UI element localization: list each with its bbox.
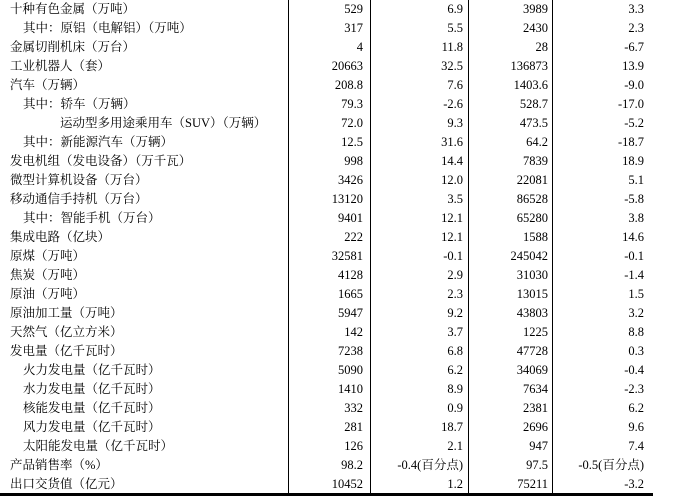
cumulative-value: 13015 xyxy=(469,285,553,304)
cumulative-value: 86528 xyxy=(469,190,553,209)
period-growth: 14.4 xyxy=(371,152,469,171)
cumulative-value: 3989 xyxy=(469,0,553,19)
cumulative-growth: -6.7 xyxy=(624,40,644,54)
cumulative-growth: -9.0 xyxy=(624,78,644,92)
period-value: 4128 xyxy=(289,266,371,285)
cumulative-growth: 3.2 xyxy=(628,306,644,320)
cumulative-growth: 13.9 xyxy=(622,59,644,73)
period-growth: 31.6 xyxy=(371,133,469,152)
period-value: 10452 xyxy=(289,475,371,494)
period-value: 13120 xyxy=(289,190,371,209)
period-value: 9401 xyxy=(289,209,371,228)
cumulative-growth: -2.3 xyxy=(624,382,644,396)
cumulative-value: 1588 xyxy=(469,228,553,247)
table-row xyxy=(0,190,653,209)
table-row xyxy=(0,342,653,361)
table-row xyxy=(0,152,653,171)
cumulative-value: 22081 xyxy=(469,171,553,190)
table-row xyxy=(0,171,653,190)
indicator-label: 发电量（亿千瓦时） xyxy=(0,342,289,361)
period-growth: 3.5 xyxy=(371,190,469,209)
period-growth: 5.5 xyxy=(371,19,469,38)
period-value: 5090 xyxy=(289,361,371,380)
table-row xyxy=(0,475,653,494)
indicator-label: 原煤（万吨） xyxy=(0,247,289,266)
period-value: 98.2 xyxy=(289,456,371,475)
indicator-label: 运动型多用途乘用车（SUV）（万辆） xyxy=(0,114,289,133)
table-row xyxy=(0,76,653,95)
cumulative-value: 97.5 xyxy=(469,456,553,475)
period-value: 142 xyxy=(289,323,371,342)
cumulative-growth: 6.2 xyxy=(628,401,644,415)
indicator-label: 汽车（万辆） xyxy=(0,76,289,95)
cumulative-growth: -17.0 xyxy=(617,97,644,111)
table-row xyxy=(0,19,653,38)
period-growth: 8.9 xyxy=(371,380,469,399)
period-growth: 2.1 xyxy=(371,437,469,456)
indicator-label: 其中：轿车（万辆） xyxy=(0,95,289,114)
period-value: 4 xyxy=(289,38,371,57)
table-row xyxy=(0,380,653,399)
period-value: 998 xyxy=(289,152,371,171)
cumulative-growth: -0.1 xyxy=(624,249,644,263)
table-row xyxy=(0,209,653,228)
cumulative-growth: 0.3 xyxy=(628,344,644,358)
cumulative-growth: -18.7 xyxy=(617,135,644,149)
cumulative-growth: 5.1 xyxy=(628,173,644,187)
table-row xyxy=(0,95,653,114)
period-growth: 11.8 xyxy=(371,38,469,57)
period-growth: 1.2 xyxy=(371,475,469,494)
indicator-label: 风力发电量（亿千瓦时） xyxy=(0,418,289,437)
period-value: 79.3 xyxy=(289,95,371,114)
period-growth: 6.2 xyxy=(371,361,469,380)
cumulative-growth: -5.8 xyxy=(624,192,644,206)
cumulative-value: 473.5 xyxy=(469,114,553,133)
period-growth: 7.6 xyxy=(371,76,469,95)
period-value: 3426 xyxy=(289,171,371,190)
period-growth: 18.7 xyxy=(371,418,469,437)
indicator-label: 发电机组（发电设备）（万千瓦） xyxy=(0,152,289,171)
cumulative-value: 1403.6 xyxy=(469,76,553,95)
period-growth: -0.4(百分点) xyxy=(371,456,469,475)
period-value: 5947 xyxy=(289,304,371,323)
period-value: 32581 xyxy=(289,247,371,266)
indicator-label: 其中：原铝（电解铝）（万吨） xyxy=(0,19,289,38)
table-row xyxy=(0,0,653,19)
indicator-label: 原油加工量（万吨） xyxy=(0,304,289,323)
cumulative-growth: 8.8 xyxy=(628,325,644,339)
cumulative-growth: 3.3 xyxy=(628,2,644,16)
cumulative-value: 1225 xyxy=(469,323,553,342)
cumulative-value: 75211 xyxy=(469,475,553,494)
period-growth: -2.6 xyxy=(371,95,469,114)
period-growth: 12.1 xyxy=(371,228,469,247)
indicator-label: 集成电路（亿块） xyxy=(0,228,289,247)
period-value: 317 xyxy=(289,19,371,38)
table-row xyxy=(0,247,653,266)
period-growth: 0.9 xyxy=(371,399,469,418)
table-row xyxy=(0,437,653,456)
table-row xyxy=(0,285,653,304)
cumulative-value: 31030 xyxy=(469,266,553,285)
table-row xyxy=(0,114,653,133)
cumulative-growth: -1.4 xyxy=(624,268,644,282)
table-row xyxy=(0,133,653,152)
table-row xyxy=(0,399,653,418)
table-row xyxy=(0,361,653,380)
cumulative-value: 47728 xyxy=(469,342,553,361)
indicator-label: 太阳能发电量（亿千瓦时） xyxy=(0,437,289,456)
table-row xyxy=(0,304,653,323)
period-value: 20663 xyxy=(289,57,371,76)
period-value: 222 xyxy=(289,228,371,247)
cumulative-value: 245042 xyxy=(469,247,553,266)
period-growth: 3.7 xyxy=(371,323,469,342)
cumulative-value: 64.2 xyxy=(469,133,553,152)
indicator-label: 其中：新能源汽车（万辆） xyxy=(0,133,289,152)
indicator-label: 十种有色金属（万吨） xyxy=(0,0,289,19)
cumulative-value: 65280 xyxy=(469,209,553,228)
cumulative-value: 947 xyxy=(469,437,553,456)
indicator-label: 出口交货值（亿元） xyxy=(0,475,289,494)
cumulative-value: 28 xyxy=(469,38,553,57)
period-value: 1410 xyxy=(289,380,371,399)
cumulative-growth: -0.5(百分点) xyxy=(578,458,644,472)
period-growth: 6.9 xyxy=(371,0,469,19)
period-value: 1665 xyxy=(289,285,371,304)
period-growth: 32.5 xyxy=(371,57,469,76)
cumulative-value: 7634 xyxy=(469,380,553,399)
cumulative-growth: 18.9 xyxy=(622,154,644,168)
cumulative-value: 34069 xyxy=(469,361,553,380)
period-growth: 2.3 xyxy=(371,285,469,304)
cumulative-growth: -5.2 xyxy=(624,116,644,130)
cumulative-growth: -3.2 xyxy=(624,477,644,491)
cumulative-growth: 14.6 xyxy=(622,230,644,244)
period-growth: 6.8 xyxy=(371,342,469,361)
table-row xyxy=(0,228,653,247)
cumulative-value: 2696 xyxy=(469,418,553,437)
cumulative-growth: 3.8 xyxy=(628,211,644,225)
indicator-label: 移动通信手持机（万台） xyxy=(0,190,289,209)
period-value: 12.5 xyxy=(289,133,371,152)
table-row xyxy=(0,456,653,475)
cumulative-value: 528.7 xyxy=(469,95,553,114)
indicator-label: 金属切削机床（万台） xyxy=(0,38,289,57)
period-growth: 9.3 xyxy=(371,114,469,133)
cumulative-value: 2381 xyxy=(469,399,553,418)
period-value: 7238 xyxy=(289,342,371,361)
indicator-label: 天然气（亿立方米） xyxy=(0,323,289,342)
indicator-label: 其中：智能手机（万台） xyxy=(0,209,289,228)
cumulative-growth: 7.4 xyxy=(628,439,644,453)
period-value: 281 xyxy=(289,418,371,437)
period-growth: 12.1 xyxy=(371,209,469,228)
cumulative-growth: 2.3 xyxy=(628,21,644,35)
cumulative-growth: 1.5 xyxy=(628,287,644,301)
cumulative-value: 43803 xyxy=(469,304,553,323)
cumulative-value: 2430 xyxy=(469,19,553,38)
indicator-label: 原油（万吨） xyxy=(0,285,289,304)
cumulative-growth: 9.6 xyxy=(628,420,644,434)
indicator-label: 工业机器人（套） xyxy=(0,57,289,76)
indicator-label: 核能发电量（亿千瓦时） xyxy=(0,399,289,418)
table-row xyxy=(0,57,653,76)
cumulative-value: 136873 xyxy=(469,57,553,76)
table-row xyxy=(0,38,653,57)
indicator-label: 焦炭（万吨） xyxy=(0,266,289,285)
cumulative-value: 7839 xyxy=(469,152,553,171)
period-value: 126 xyxy=(289,437,371,456)
period-value: 332 xyxy=(289,399,371,418)
indicator-label: 火力发电量（亿千瓦时） xyxy=(0,361,289,380)
table-row xyxy=(0,266,653,285)
indicator-label: 产品销售率（%） xyxy=(0,456,289,475)
period-value: 208.8 xyxy=(289,76,371,95)
indicator-label: 微型计算机设备（万台） xyxy=(0,171,289,190)
indicator-label: 水力发电量（亿千瓦时） xyxy=(0,380,289,399)
period-growth: 9.2 xyxy=(371,304,469,323)
period-growth: 12.0 xyxy=(371,171,469,190)
period-value: 72.0 xyxy=(289,114,371,133)
table-row xyxy=(0,418,653,437)
period-growth: -0.1 xyxy=(371,247,469,266)
period-value: 529 xyxy=(289,0,371,19)
table-row xyxy=(0,323,653,342)
period-growth: 2.9 xyxy=(371,266,469,285)
cumulative-growth: -0.4 xyxy=(624,363,644,377)
